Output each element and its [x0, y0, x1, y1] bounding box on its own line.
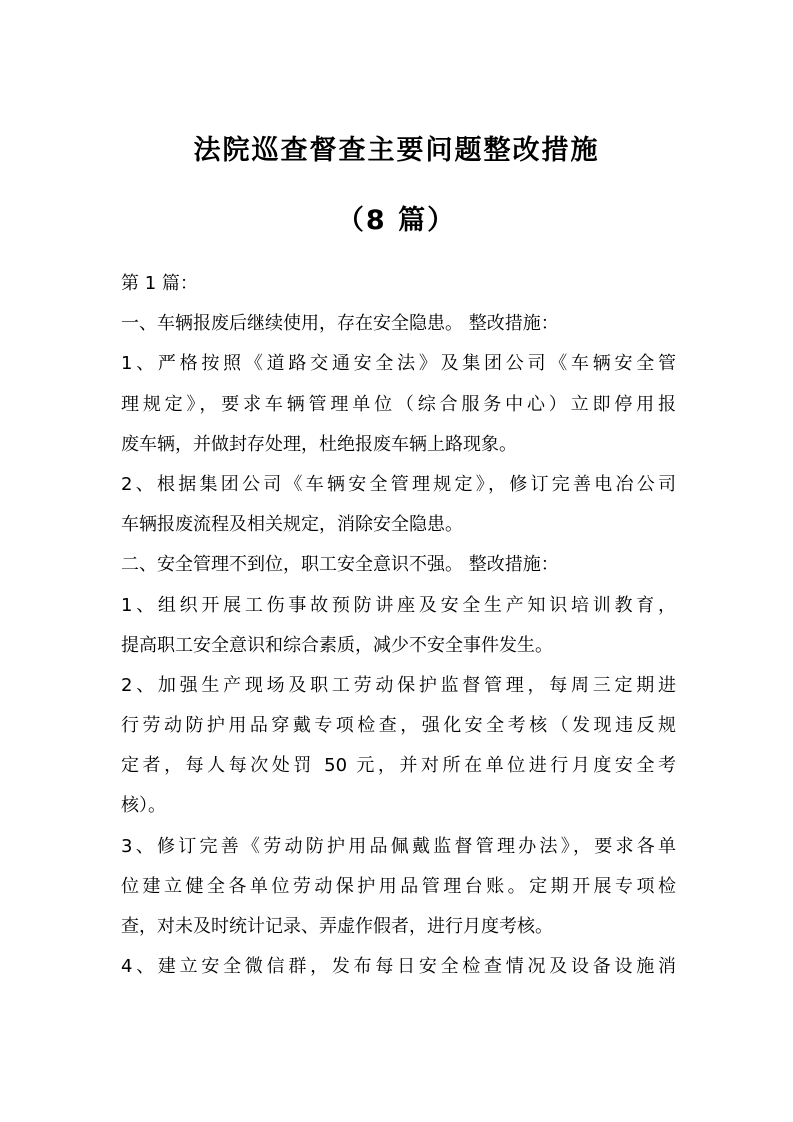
paragraph-line: 行劳动防护用品穿戴专项检查，强化安全考核（发现违反规: [121, 715, 676, 737]
paragraph-line: 定者，每人每次处罚 50 元，并对所在单位进行月度安全考: [121, 755, 676, 777]
document-title: 法院巡查督查主要问题整改措施: [193, 135, 600, 166]
document-subtitle: （8 篇）: [336, 205, 457, 236]
paragraph-line: 2、加强生产现场及职工劳动保护监督管理，每周三定期进: [121, 674, 676, 696]
paragraph-line: 位建立健全各单位劳动保护用品管理台账。定期开展专项检: [121, 875, 676, 897]
paragraph-line: 4、建立安全微信群，发布每日安全检查情况及设备设施消: [121, 956, 676, 978]
paragraph-line: 3、修订完善《劳动防护用品佩戴监督管理办法》，要求各单: [121, 835, 676, 857]
paragraph-line: 理规定》，要求车辆管理单位（综合服务中心）立即停用报: [121, 393, 676, 415]
document-body: [121, 264, 676, 987]
paragraph-line: 1、严格按照《道路交通安全法》及集团公司《车辆安全管: [121, 353, 676, 375]
issue-heading: 二、安全管理不到位，职工安全意识不强。 整改措施：: [121, 554, 559, 576]
paragraph-line: 2、根据集团公司《车辆安全管理规定》，修订完善电冶公司: [121, 473, 676, 495]
paragraph-line: 提高职工安全意识和综合素质，减少不安全事件发生。: [121, 634, 553, 656]
paragraph-line: 废车辆，并做封存处理，杜绝报废车辆上路现象。: [121, 433, 517, 455]
section-heading: 第 1 篇：: [121, 273, 198, 294]
paragraph-line: 车辆报废流程及相关规定，消除安全隐患。: [121, 514, 463, 536]
paragraph-line: 查，对未及时统计记录、弄虚作假者，进行月度考核。: [121, 916, 553, 937]
paragraph-line: 1、组织开展工伤事故预防讲座及安全生产知识培训教育，: [121, 594, 676, 616]
issue-heading: 一、车辆报废后继续使用，存在安全隐患。 整改措施：: [121, 313, 559, 335]
paragraph-line: 核）。: [121, 795, 166, 817]
